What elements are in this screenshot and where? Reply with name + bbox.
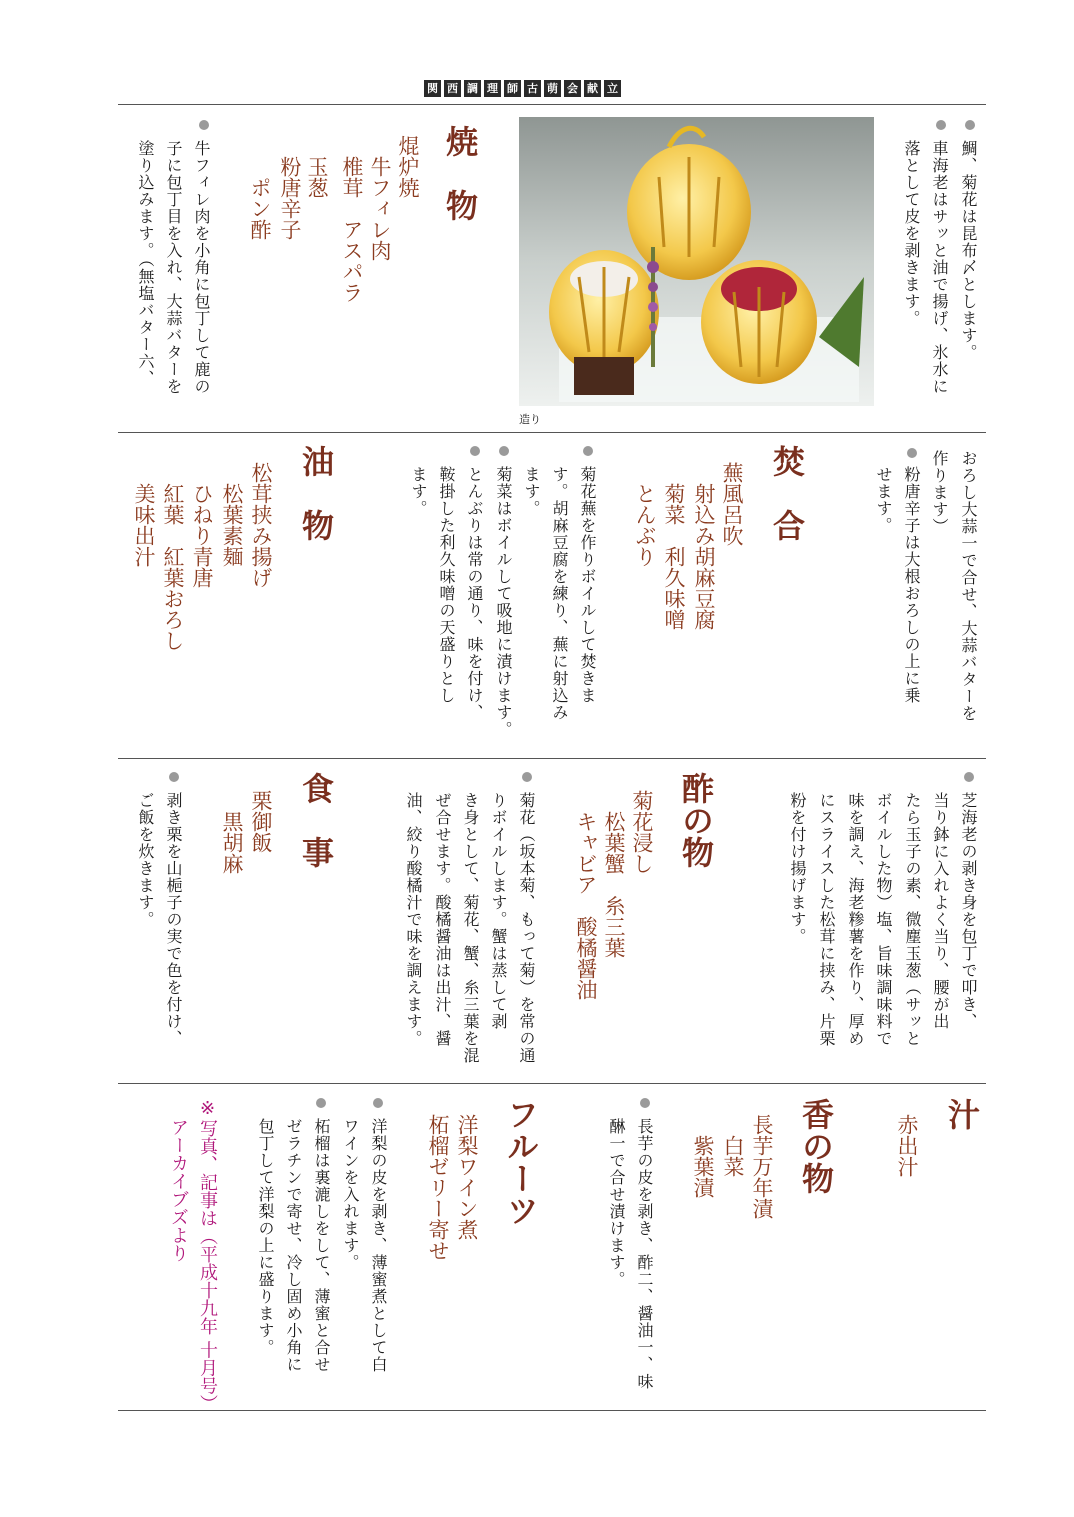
sunomono-desc: ぜ合せます。酸橘醤油は出汁、醤 (433, 792, 452, 1047)
dish-item: 椎茸 アスパラ (340, 135, 364, 303)
dish-item: 焜炉焼 (396, 135, 420, 198)
dish-item: 美味出汁 (132, 462, 156, 567)
sunomono-desc: き身として、菊花、蟹、糸三葉を混 (461, 792, 480, 1064)
bullet (964, 772, 974, 782)
yakimono-desc: 牛フィレ肉を小角に包丁して鹿の (192, 140, 211, 395)
tsukuri-desc: 鯛、菊花は昆布〆とします。 (959, 140, 978, 361)
yakimono-desc-cont: 作ります） (930, 450, 949, 535)
bullet (640, 1098, 650, 1108)
dish-item: 蕪風呂吹 (720, 462, 744, 546)
dish-item: ひねり青唐 (190, 462, 214, 588)
agemono-desc: 当り鉢に入れよく当り、腰が出 (931, 792, 950, 1030)
dish-item: 松葉蟹 糸三葉 (602, 790, 626, 958)
agemono-desc: ボイルした物）塩、旨味調味料で (874, 792, 893, 1047)
dish-item: 菊花浸し (630, 790, 654, 874)
takiawase-desc: ます。 (409, 466, 428, 517)
dish-item: 洋梨ワイン煮 (455, 1114, 479, 1240)
dish-item: キャビア 酸橘醤油 (574, 790, 598, 1000)
dish-item: 射込み胡麻豆腐 (692, 462, 716, 630)
dish-item: 玉葱 (305, 135, 329, 198)
fruits-desc: 柘榴は裏漉しをして、薄蜜と合せ (312, 1118, 331, 1373)
takiawase-desc: 菊菜はボイルして吸地に漬けます。 (494, 466, 513, 738)
agemono-desc: にスライスした松茸に挟み、片栗 (817, 792, 836, 1047)
header-char: 古 (524, 80, 541, 97)
takiawase-desc: とんぶりは常の通り、味を付け、 (465, 466, 484, 721)
dish-item: 栗御飯 (249, 790, 273, 853)
dish-item: 長芋万年漬 (750, 1114, 774, 1219)
header-char: 関 (424, 80, 441, 97)
tsukuri-desc: 車海老はサッと油で揚げ、氷水に (930, 140, 949, 395)
divider (118, 1410, 986, 1411)
section-title-agemono: 油 物 (297, 445, 335, 541)
shokuji-desc: 剥き栗を山梔子の実で色を付け、 (164, 792, 183, 1047)
yakimono-desc: 塗り込みます。（無塩バター六、 (136, 140, 155, 387)
takiawase-desc: ます。 (522, 466, 541, 517)
dish-item: ポン酢 (248, 135, 272, 240)
dish-item: 紫葉漬 (691, 1114, 715, 1198)
dish-item: 紅葉 紅葉おろし (161, 462, 185, 651)
agemono-desc: たら玉子の素、微塵玉葱（サッと (903, 792, 922, 1047)
dish-item: 牛フィレ肉 (368, 135, 392, 261)
archive-note: アーカイブズより (168, 1118, 189, 1262)
sunomono-desc: 油、絞り酸橘汁で味を調えます。 (404, 792, 423, 1047)
konomono-desc: 長芋の皮を剥き、酢二、醤油一、味 (635, 1118, 654, 1390)
agemono-desc: 芝海老の剥き身を包丁で叩き、 (959, 792, 978, 1030)
dish-item: 柘榴ゼリー寄せ (426, 1114, 450, 1261)
section-title-konomono: 香の物 (797, 1098, 835, 1194)
section-title-shiru: 汁 (943, 1098, 981, 1130)
section-title-yakimono: 焼 物 (441, 125, 479, 221)
dish-item: 黒胡麻 (220, 790, 244, 874)
bullet (583, 446, 593, 456)
fruits-desc: ゼラチンで寄せ、冷し固め小角に (284, 1118, 303, 1373)
dish-item: 赤出汁 (895, 1114, 919, 1177)
takiawase-desc: 菊花蕪を作りボイルして焚きま (578, 466, 597, 704)
sashimi-photo (519, 117, 874, 406)
divider (118, 432, 986, 433)
dish-item: 松茸挟み揚げ (249, 462, 273, 588)
divider (118, 758, 986, 759)
takiawase-desc: 鞍掛した利久味噌の天盛りとし (437, 466, 456, 704)
header-char: 西 (444, 80, 461, 97)
divider (118, 104, 986, 105)
bullet (522, 772, 532, 782)
dish-item: 粉唐辛子 (278, 135, 302, 240)
header-char: 師 (504, 80, 521, 97)
yakimono-desc-cont: おろし大蒜一で合せ、大蒜バターを (959, 450, 978, 722)
shokuji-desc: ご飯を炊きます。 (136, 792, 155, 928)
page-header (424, 80, 621, 97)
agemono-desc: 味を調え、海老糁薯を作り、厚め (846, 792, 865, 1047)
bullet (169, 772, 179, 782)
bullet (470, 446, 480, 456)
bullet (965, 120, 975, 130)
header-char: 会 (564, 80, 581, 97)
header-char: 理 (484, 80, 501, 97)
photo-caption: 造り (519, 413, 541, 426)
takiawase-desc: す。胡麻豆腐を練り、蕪に射込み (550, 466, 569, 721)
bullet (936, 120, 946, 130)
yakimono-desc-cont: 粉唐辛子は大根おろしの上に乗 (902, 466, 921, 704)
sunomono-desc: 菊花（坂本菊、もって菊）を常の通 (517, 792, 536, 1064)
konomono-desc: 醂一で合せ漬けます。 (607, 1118, 626, 1288)
section-title-takiawase: 焚 合 (768, 445, 806, 541)
bullet (316, 1098, 326, 1108)
section-title-sunomono: 酢の物 (677, 772, 715, 868)
dish-item: とんぶり (633, 462, 657, 567)
header-char: 立 (604, 80, 621, 97)
yakimono-desc: 子に包丁目を入れ、大蒜バターを (164, 140, 183, 395)
section-title-fruits: フルーツ (502, 1098, 540, 1226)
bullet (499, 446, 509, 456)
bullet (199, 120, 209, 130)
bullet (373, 1098, 383, 1108)
section-title-shokuji: 食 事 (297, 772, 335, 868)
fruits-desc: 洋梨の皮を剥き、薄蜜煮として白 (369, 1118, 388, 1373)
agemono-desc: 粉を付け揚げます。 (788, 792, 807, 945)
fruits-desc: ワインを入れます。 (341, 1118, 360, 1271)
header-char: 萌 (544, 80, 561, 97)
tsukuri-desc: 落として皮を剥きます。 (902, 140, 921, 327)
archive-note: ※写真、記事は（平成十九年 十月号） (197, 1098, 218, 1413)
sunomono-desc: りボイルします。蟹は蒸して剥 (489, 792, 508, 1030)
fruits-desc: 包丁して洋梨の上に盛ります。 (256, 1118, 275, 1356)
divider (118, 1083, 986, 1084)
dish-item: 白菜 (721, 1114, 745, 1177)
header-char: 調 (464, 80, 481, 97)
dish-item: 菊菜 利久味噌 (662, 462, 686, 630)
chrysanthemum-dish-illustration (519, 117, 874, 406)
yakimono-desc-cont: せます。 (874, 466, 893, 534)
bullet (907, 448, 917, 458)
dish-item: 松葉素麺 (220, 462, 244, 567)
header-char: 献 (584, 80, 601, 97)
